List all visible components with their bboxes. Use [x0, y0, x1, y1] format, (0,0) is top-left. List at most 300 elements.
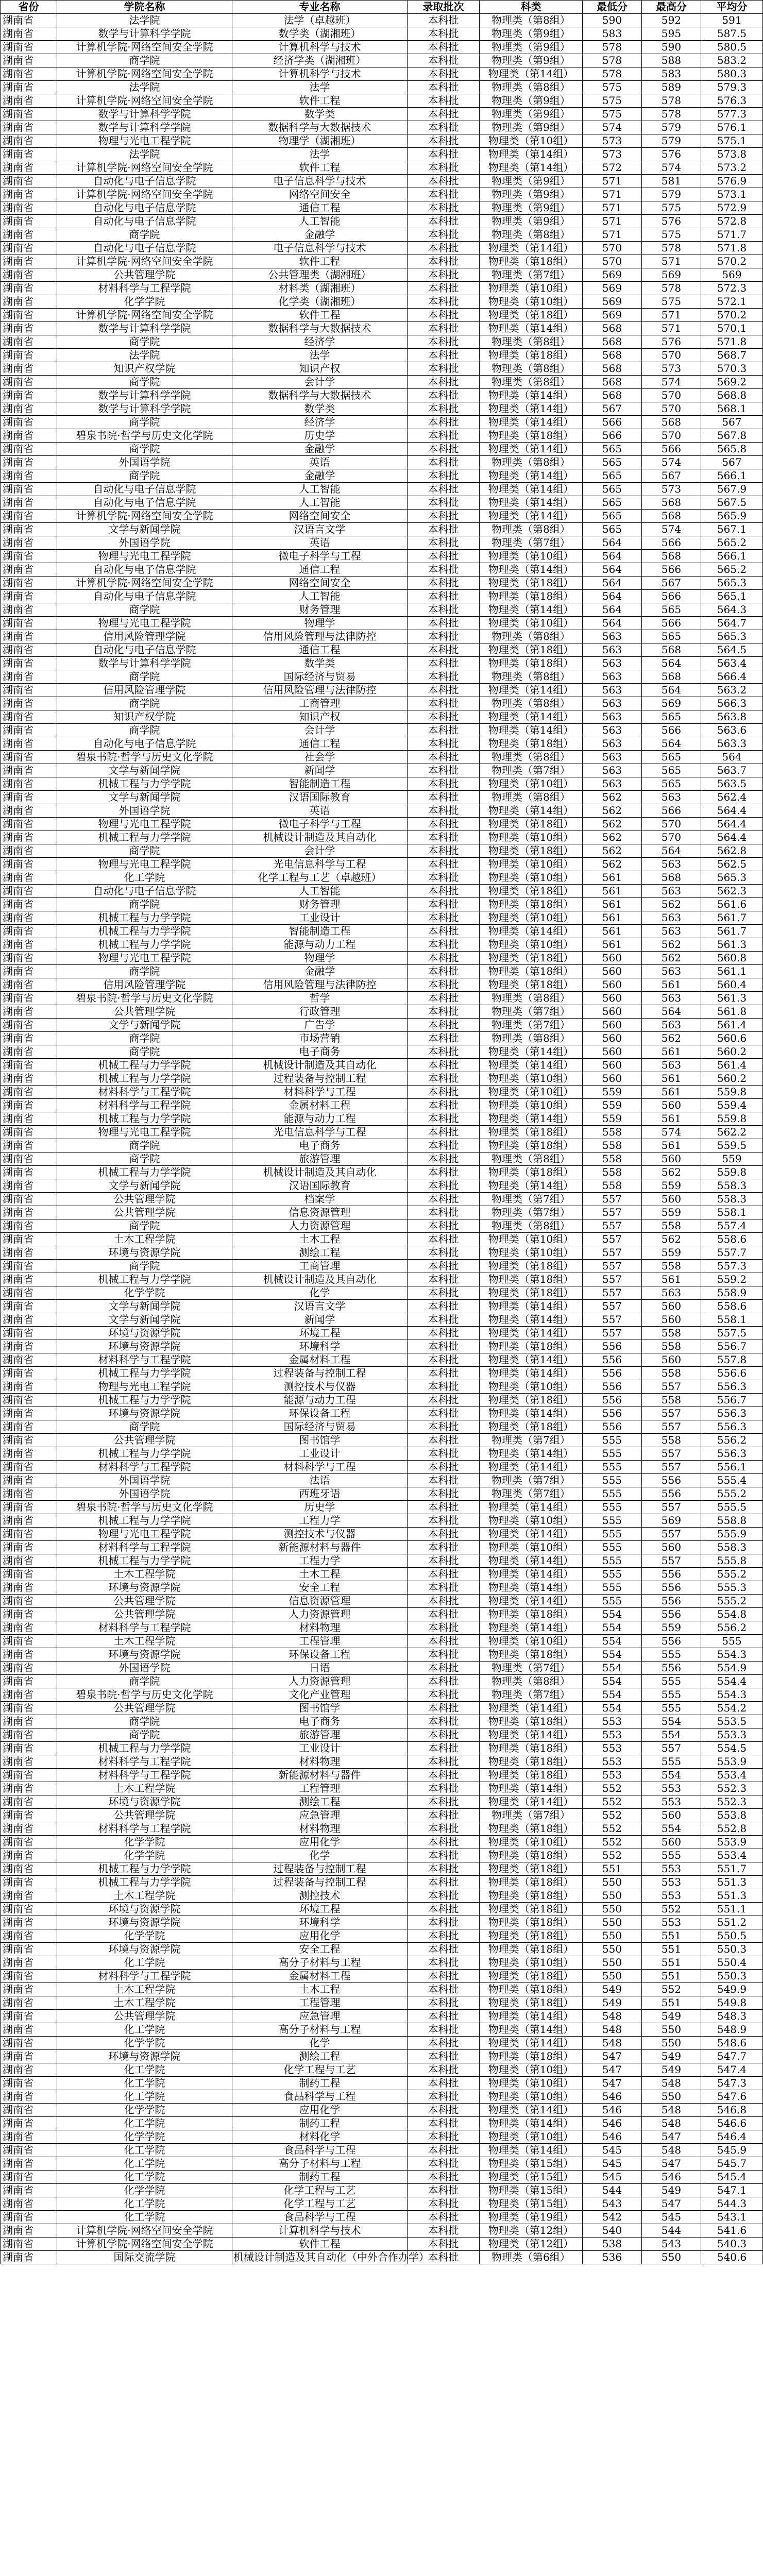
cell-max-score: 590 [642, 41, 701, 54]
cell-college: 商学院 [57, 1260, 232, 1273]
cell-category: 物理类（第14组） [480, 1300, 583, 1313]
cell-batch: 本科批 [408, 1795, 480, 1809]
table-row [1, 1702, 763, 1715]
cell-batch: 本科批 [408, 2171, 480, 2184]
cell-min-score: 540 [583, 2224, 642, 2238]
cell-batch: 本科批 [408, 1836, 480, 1849]
cell-category: 物理类（第18组） [480, 1929, 583, 1943]
cell-province: 湖南省 [1, 1353, 57, 1367]
cell-max-score: 573 [642, 362, 701, 376]
cell-college: 计算机学院·网络空间安全学院 [57, 577, 232, 590]
cell-min-score: 554 [583, 1621, 642, 1635]
cell-category: 物理类（第18组） [480, 1916, 583, 1929]
cell-college: 物理与光电工程学院 [57, 1380, 232, 1394]
cell-province: 湖南省 [1, 1608, 57, 1621]
cell-avg-score: 567 [701, 456, 763, 469]
cell-college: 外国语学院 [57, 456, 232, 469]
cell-min-score: 555 [583, 1554, 642, 1568]
cell-province: 湖南省 [1, 2157, 57, 2171]
cell-min-score: 557 [583, 1327, 642, 1340]
cell-batch: 本科批 [408, 1809, 480, 1822]
cell-max-score: 553 [642, 1916, 701, 1929]
table-row [1, 1862, 763, 1876]
cell-avg-score: 573.1 [701, 188, 763, 201]
table-row [1, 1501, 763, 1514]
cell-college: 法学院 [57, 81, 232, 94]
cell-max-score: 581 [642, 175, 701, 188]
cell-college: 化学学院 [57, 1836, 232, 1849]
cell-min-score: 563 [583, 710, 642, 724]
cell-avg-score: 567.5 [701, 496, 763, 510]
table-row [1, 2037, 763, 2050]
cell-major: 汉语国际教育 [232, 791, 408, 804]
cell-major: 高分子材料与工程 [232, 1956, 408, 1970]
table-row [1, 2197, 763, 2211]
cell-college: 化学学院 [57, 1929, 232, 1943]
cell-max-score: 578 [642, 108, 701, 121]
cell-max-score: 565 [642, 630, 701, 643]
cell-max-score: 550 [642, 2037, 701, 2050]
cell-college: 环境与资源学院 [57, 1327, 232, 1340]
cell-avg-score: 553.4 [701, 1849, 763, 1862]
cell-province: 湖南省 [1, 2117, 57, 2130]
cell-province: 湖南省 [1, 295, 57, 309]
cell-min-score: 542 [583, 2211, 642, 2224]
cell-college: 法学院 [57, 148, 232, 161]
cell-batch: 本科批 [408, 2090, 480, 2104]
cell-min-score: 550 [583, 1970, 642, 1983]
cell-major: 人力资源管理 [232, 1219, 408, 1233]
cell-college: 材料科学与工程学院 [57, 1621, 232, 1635]
cell-batch: 本科批 [408, 1635, 480, 1648]
cell-province: 湖南省 [1, 429, 57, 443]
cell-province: 湖南省 [1, 121, 57, 134]
cell-province: 湖南省 [1, 309, 57, 322]
cell-min-score: 545 [583, 2144, 642, 2157]
cell-college: 外国语学院 [57, 804, 232, 818]
cell-max-score: 566 [642, 804, 701, 818]
cell-batch: 本科批 [408, 94, 480, 108]
cell-max-score: 561 [642, 1273, 701, 1286]
cell-avg-score: 559 [701, 1153, 763, 1166]
cell-batch: 本科批 [408, 1246, 480, 1260]
cell-max-score: 563 [642, 885, 701, 898]
cell-major: 测绘工程 [232, 1795, 408, 1809]
cell-province: 湖南省 [1, 349, 57, 362]
table-row [1, 1260, 763, 1273]
cell-min-score: 555 [583, 1541, 642, 1554]
cell-avg-score: 567.1 [701, 523, 763, 536]
cell-college: 文学与新闻学院 [57, 791, 232, 804]
cell-max-score: 558 [642, 1260, 701, 1273]
cell-batch: 本科批 [408, 295, 480, 309]
cell-major: 应急管理 [232, 1809, 408, 1822]
cell-max-score: 595 [642, 27, 701, 41]
cell-min-score: 569 [583, 295, 642, 309]
cell-batch: 本科批 [408, 697, 480, 710]
cell-max-score: 571 [642, 309, 701, 322]
table-row [1, 871, 763, 885]
cell-province: 湖南省 [1, 2211, 57, 2224]
cell-max-score: 566 [642, 443, 701, 456]
cell-category: 物理类（第18组） [480, 1166, 583, 1179]
table-row [1, 108, 763, 121]
table-row [1, 1059, 763, 1072]
cell-major: 通信工程 [232, 563, 408, 577]
cell-category: 物理类（第14组） [480, 67, 583, 81]
cell-max-score: 544 [642, 2224, 701, 2238]
cell-max-score: 556 [642, 1608, 701, 1621]
table-row [1, 1782, 763, 1795]
table-row [1, 228, 763, 242]
cell-province: 湖南省 [1, 1809, 57, 1822]
cell-batch: 本科批 [408, 1929, 480, 1943]
cell-batch: 本科批 [408, 121, 480, 134]
cell-major: 工业设计 [232, 1447, 408, 1461]
cell-batch: 本科批 [408, 1273, 480, 1286]
cell-batch: 本科批 [408, 1367, 480, 1380]
cell-min-score: 557 [583, 1219, 642, 1233]
cell-category: 物理类（第7组） [480, 1434, 583, 1447]
cell-college: 机械工程与力学学院 [57, 1862, 232, 1876]
cell-max-score: 575 [642, 228, 701, 242]
cell-major: 英语 [232, 804, 408, 818]
table-row [1, 496, 763, 510]
cell-category: 物理类（第18组） [480, 590, 583, 603]
cell-province: 湖南省 [1, 1742, 57, 1755]
cell-max-score: 556 [642, 1581, 701, 1595]
cell-avg-score: 563.2 [701, 684, 763, 697]
cell-province: 湖南省 [1, 376, 57, 389]
cell-batch: 本科批 [408, 14, 480, 27]
table-row [1, 1206, 763, 1219]
cell-max-score: 568 [642, 496, 701, 510]
cell-max-score: 570 [642, 818, 701, 831]
cell-college: 数学与计算科学学院 [57, 108, 232, 121]
cell-major: 网络空间安全 [232, 188, 408, 201]
cell-min-score: 558 [583, 1166, 642, 1179]
cell-min-score: 570 [583, 255, 642, 268]
cell-major: 智能制造工程 [232, 925, 408, 938]
cell-college: 信用风险管理学院 [57, 978, 232, 992]
cell-max-score: 556 [642, 1474, 701, 1487]
table-row [1, 2023, 763, 2037]
cell-min-score: 578 [583, 41, 642, 54]
cell-max-score: 561 [642, 1112, 701, 1126]
cell-avg-score: 573.8 [701, 148, 763, 161]
cell-avg-score: 562.2 [701, 1126, 763, 1139]
cell-category: 物理类（第14组） [480, 1528, 583, 1541]
cell-category: 物理类（第9组） [480, 94, 583, 108]
cell-major: 机械设计制造及其自动化 [232, 1273, 408, 1286]
cell-category: 物理类（第8组） [480, 456, 583, 469]
cell-category: 物理类（第14组） [480, 510, 583, 523]
cell-province: 湖南省 [1, 108, 57, 121]
table-header-row [1, 1, 763, 14]
cell-min-score: 557 [583, 1300, 642, 1313]
cell-max-score: 570 [642, 831, 701, 844]
cell-category: 物理类（第18组） [480, 885, 583, 898]
cell-province: 湖南省 [1, 134, 57, 148]
cell-major: 会计学 [232, 376, 408, 389]
cell-category: 物理类（第14组） [480, 1568, 583, 1581]
cell-avg-score: 551.2 [701, 1916, 763, 1929]
cell-college: 化工学院 [57, 2144, 232, 2157]
cell-province: 湖南省 [1, 1246, 57, 1260]
cell-min-score: 546 [583, 2130, 642, 2144]
cell-min-score: 560 [583, 952, 642, 965]
cell-category: 物理类（第7组） [480, 268, 583, 282]
table-row [1, 643, 763, 657]
cell-avg-score: 565.2 [701, 536, 763, 550]
table-row [1, 1541, 763, 1554]
table-row [1, 1179, 763, 1193]
cell-avg-score: 565.9 [701, 510, 763, 523]
cell-avg-score: 558.6 [701, 1300, 763, 1313]
cell-max-score: 560 [642, 1153, 701, 1166]
cell-major: 电子商务 [232, 1139, 408, 1153]
cell-major: 高分子材料与工程 [232, 2157, 408, 2171]
cell-batch: 本科批 [408, 1581, 480, 1595]
table-row [1, 215, 763, 228]
table-row [1, 1032, 763, 1045]
cell-min-score: 572 [583, 161, 642, 175]
cell-avg-score: 566.1 [701, 550, 763, 563]
cell-province: 湖南省 [1, 161, 57, 175]
cell-province: 湖南省 [1, 1876, 57, 1889]
cell-major: 通信工程 [232, 201, 408, 215]
cell-college: 计算机学院·网络空间安全学院 [57, 67, 232, 81]
cell-major: 会计学 [232, 724, 408, 737]
cell-min-score: 556 [583, 1407, 642, 1420]
cell-province: 湖南省 [1, 1206, 57, 1219]
cell-avg-score: 568.1 [701, 402, 763, 416]
cell-province: 湖南省 [1, 697, 57, 710]
table-row [1, 14, 763, 27]
cell-avg-score: 558.1 [701, 1206, 763, 1219]
cell-major: 应用化学 [232, 1929, 408, 1943]
table-row [1, 1340, 763, 1353]
cell-category: 物理类（第18组） [480, 1849, 583, 1862]
table-row [1, 1327, 763, 1340]
cell-college: 化学学院 [57, 1286, 232, 1300]
cell-max-score: 562 [642, 1166, 701, 1179]
table-row [1, 2238, 763, 2251]
table-row [1, 1755, 763, 1769]
cell-batch: 本科批 [408, 603, 480, 617]
cell-college: 数学与计算科学学院 [57, 657, 232, 670]
cell-college: 商学院 [57, 1139, 232, 1153]
cell-province: 湖南省 [1, 1072, 57, 1086]
cell-avg-score: 551.3 [701, 1876, 763, 1889]
cell-max-score: 546 [642, 2171, 701, 2184]
cell-avg-score: 556.6 [701, 1367, 763, 1380]
cell-college: 计算机学院·网络空间安全学院 [57, 510, 232, 523]
cell-category: 物理类（第18组） [480, 1273, 583, 1286]
cell-max-score: 551 [642, 1929, 701, 1943]
cell-college: 碧泉书院·哲学与历史文化学院 [57, 1501, 232, 1514]
cell-category: 物理类（第18组） [480, 1340, 583, 1353]
cell-batch: 本科批 [408, 2104, 480, 2117]
cell-college: 公共管理学院 [57, 1206, 232, 1219]
cell-major: 金属材料工程 [232, 1353, 408, 1367]
table-row [1, 1769, 763, 1782]
cell-college: 商学院 [57, 697, 232, 710]
table-row [1, 1929, 763, 1943]
cell-college: 数学与计算科学学院 [57, 389, 232, 402]
cell-batch: 本科批 [408, 67, 480, 81]
cell-college: 商学院 [57, 228, 232, 242]
cell-avg-score: 561.7 [701, 911, 763, 925]
cell-avg-score: 570.1 [701, 322, 763, 335]
cell-college: 公共管理学院 [57, 268, 232, 282]
cell-major: 哲学 [232, 992, 408, 1005]
cell-category: 物理类（第14组） [480, 563, 583, 577]
table-row [1, 1916, 763, 1929]
cell-major: 材料科学与工程 [232, 1461, 408, 1474]
cell-college: 商学院 [57, 1675, 232, 1688]
cell-province: 湖南省 [1, 1581, 57, 1595]
cell-province: 湖南省 [1, 724, 57, 737]
cell-college: 外国语学院 [57, 1474, 232, 1487]
cell-max-score: 562 [642, 898, 701, 911]
cell-major: 数学类 [232, 657, 408, 670]
cell-min-score: 554 [583, 1608, 642, 1621]
table-row [1, 188, 763, 201]
cell-avg-score: 572.1 [701, 295, 763, 309]
cell-category: 物理类（第8组） [480, 1675, 583, 1688]
cell-batch: 本科批 [408, 1474, 480, 1487]
cell-min-score: 560 [583, 1032, 642, 1045]
cell-province: 湖南省 [1, 764, 57, 777]
cell-major: 数学类（湖湘班） [232, 27, 408, 41]
table-body [1, 14, 763, 2264]
cell-max-score: 550 [642, 2090, 701, 2104]
table-row [1, 1434, 763, 1447]
cell-province: 湖南省 [1, 523, 57, 536]
cell-major: 微电子科学与工程 [232, 550, 408, 563]
cell-category: 物理类（第18组） [480, 429, 583, 443]
cell-major: 人工智能 [232, 496, 408, 510]
cell-batch: 本科批 [408, 1072, 480, 1086]
cell-max-score: 551 [642, 1996, 701, 2010]
cell-batch: 本科批 [408, 844, 480, 858]
cell-max-score: 553 [642, 1862, 701, 1876]
cell-category: 物理类（第14组） [480, 148, 583, 161]
cell-batch: 本科批 [408, 134, 480, 148]
cell-avg-score: 558.1 [701, 1313, 763, 1327]
cell-min-score: 563 [583, 751, 642, 764]
table-row [1, 362, 763, 376]
cell-avg-score: 547.7 [701, 2050, 763, 2063]
cell-category: 物理类（第14组） [480, 1621, 583, 1635]
table-row [1, 2010, 763, 2023]
cell-batch: 本科批 [408, 871, 480, 885]
cell-category: 物理类（第18组） [480, 1889, 583, 1903]
cell-major: 过程装备与控制工程 [232, 1876, 408, 1889]
cell-college: 商学院 [57, 1153, 232, 1166]
cell-batch: 本科批 [408, 657, 480, 670]
table-row [1, 322, 763, 335]
cell-avg-score: 554.8 [701, 1608, 763, 1621]
cell-batch: 本科批 [408, 523, 480, 536]
cell-major: 食品科学与工程 [232, 2211, 408, 2224]
cell-batch: 本科批 [408, 2117, 480, 2130]
cell-major: 档案学 [232, 1193, 408, 1206]
cell-batch: 本科批 [408, 831, 480, 844]
cell-college: 商学院 [57, 1045, 232, 1059]
cell-min-score: 563 [583, 697, 642, 710]
cell-max-score: 553 [642, 1876, 701, 1889]
cell-province: 湖南省 [1, 978, 57, 992]
table-row [1, 1728, 763, 1742]
cell-major: 数据科学与大数据技术 [232, 322, 408, 335]
table-row [1, 2144, 763, 2157]
cell-avg-score: 554.2 [701, 1702, 763, 1715]
cell-min-score: 571 [583, 201, 642, 215]
cell-avg-score: 561.4 [701, 1059, 763, 1072]
cell-college: 自动化与电子信息学院 [57, 563, 232, 577]
cell-min-score: 565 [583, 496, 642, 510]
cell-college: 知识产权学院 [57, 362, 232, 376]
cell-max-score: 560 [642, 1836, 701, 1849]
cell-avg-score: 564.5 [701, 643, 763, 657]
cell-avg-score: 555.8 [701, 1554, 763, 1568]
cell-batch: 本科批 [408, 41, 480, 54]
cell-college: 化工学院 [57, 2157, 232, 2171]
cell-major: 化学 [232, 1849, 408, 1862]
cell-min-score: 555 [583, 1487, 642, 1501]
header-category: 科类 [480, 1, 583, 14]
cell-college: 商学院 [57, 1728, 232, 1742]
cell-avg-score: 558.9 [701, 1286, 763, 1300]
table-row [1, 1219, 763, 1233]
cell-min-score: 555 [583, 1581, 642, 1595]
cell-avg-score: 569.2 [701, 376, 763, 389]
cell-province: 湖南省 [1, 777, 57, 791]
cell-category: 物理类（第18组） [480, 1742, 583, 1755]
cell-batch: 本科批 [408, 108, 480, 121]
cell-major: 法学（卓越班） [232, 14, 408, 27]
cell-major: 行政管理 [232, 1005, 408, 1019]
cell-major: 材料物理 [232, 1822, 408, 1836]
cell-college: 环境与资源学院 [57, 1648, 232, 1662]
cell-major: 工商管理 [232, 697, 408, 710]
cell-college: 物理与光电工程学院 [57, 1126, 232, 1139]
cell-province: 湖南省 [1, 577, 57, 590]
cell-category: 物理类（第14组） [480, 1501, 583, 1514]
cell-batch: 本科批 [408, 1688, 480, 1702]
cell-college: 外国语学院 [57, 1487, 232, 1501]
cell-province: 湖南省 [1, 1367, 57, 1380]
cell-category: 物理类（第14组） [480, 1179, 583, 1193]
cell-max-score: 578 [642, 94, 701, 108]
cell-min-score: 554 [583, 1688, 642, 1702]
table-row [1, 1554, 763, 1568]
cell-category: 物理类（第14组） [480, 1327, 583, 1340]
table-row [1, 1688, 763, 1702]
cell-batch: 本科批 [408, 148, 480, 161]
cell-min-score: 570 [583, 242, 642, 255]
cell-batch: 本科批 [408, 1903, 480, 1916]
cell-min-score: 568 [583, 389, 642, 402]
table-row [1, 1528, 763, 1541]
cell-province: 湖南省 [1, 2037, 57, 2050]
cell-province: 湖南省 [1, 2077, 57, 2090]
cell-province: 湖南省 [1, 1019, 57, 1032]
cell-batch: 本科批 [408, 456, 480, 469]
cell-max-score: 567 [642, 577, 701, 590]
